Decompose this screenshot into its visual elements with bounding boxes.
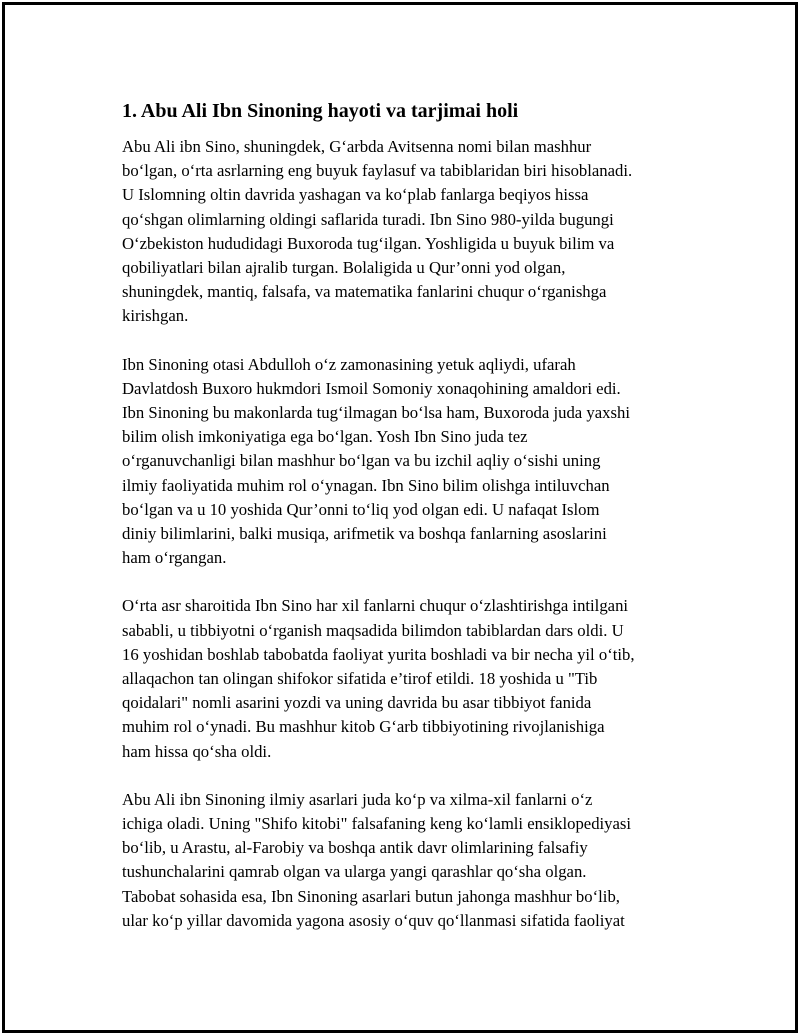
text-line: ular ko‘p yillar davomida yagona asosiy o‘quv qo‘llanmasi sifatida faoliyat (122, 910, 625, 930)
text-line: o‘rganuvchanligi bilan mashhur bo‘lgan va bu izchil aqliy o‘sishi uning (122, 451, 601, 471)
text-line: kirishgan. (122, 306, 189, 326)
paragraph-3 (122, 594, 702, 763)
paragraph-1 (122, 135, 702, 329)
text-line: ilmiy faoliyatida muhim rol o‘ynagan. Ibn Sino bilim olishga intiluvchan (122, 475, 610, 495)
section-heading: 1. Abu Ali Ibn Sinoning hayoti va tarjimai holi (122, 100, 519, 122)
text-line: Davlatdosh Buxoro hukmdori Ismoil Somoniy xonaqohining amaldori edi. (122, 378, 621, 398)
text-line: Tabobat sohasida esa, Ibn Sinoning asarlari butun jahonga mashhur bo‘lib, (122, 886, 620, 906)
text-line: bilim olish imkoniyatiga ega bo‘lgan. Yosh Ibn Sino juda tez (122, 427, 528, 447)
text-line: bo‘lgan, o‘rta asrlarning eng buyuk faylasuf va tabiblaridan biri hisoblanadi. (122, 161, 633, 181)
page-frame (2, 2, 798, 1033)
text-line: bo‘lib, u Arastu, al-Farobiy va boshqa antik davr olimlarining falsafiy (122, 838, 588, 858)
text-line: Ibn Sinoning bu makonlarda tug‘ilmagan bo‘lsa ham, Buxoroda juda yaxshi (122, 403, 630, 423)
text-line: allaqachon tan olingan shifokor sifatida e’tirof etildi. 18 yoshida u "Tib (122, 669, 598, 689)
text-line: 16 yoshidan boshlab tabobatda faoliyat yurita boshladi va bir necha yil o‘tib, (122, 644, 635, 664)
text-line: sababli, u tibbiyotni o‘rganish maqsadida bilimdon tabiblardan dars oldi. U (122, 620, 624, 640)
text-line: Abu Ali ibn Sinoning ilmiy asarlari juda ko‘p va xilma-xil fanlarni o‘z (122, 789, 593, 809)
paragraph-4 (122, 788, 702, 933)
text-line: bo‘lgan va u 10 yoshida Qur’onni to‘liq yod olgan edi. U nafaqat Islom (122, 499, 600, 519)
text-line: qo‘shgan olimlarning oldingi saflarida turadi. Ibn Sino 980-yilda bugungi (122, 209, 614, 229)
text-line: tushunchalarini qamrab olgan va ularga yangi qarashlar qo‘sha olgan. (122, 862, 587, 882)
text-line: shuningdek, mantiq, falsafa, va matematika fanlarini chuqur o‘rganishga (122, 282, 607, 302)
text-line: Ibn Sinoning otasi Abdulloh o‘z zamonasining yetuk aqliydi, ufarah (122, 354, 576, 374)
text-line: ichiga oladi. Uning "Shifo kitobi" falsafaning keng ko‘lamli ensiklopediyasi (122, 814, 632, 834)
document-body (122, 97, 702, 957)
text-line: O‘rta asr sharoitida Ibn Sino har xil fanlarni chuqur o‘zlashtirishga intilgani (122, 596, 629, 616)
paragraph-2 (122, 353, 702, 571)
text-line: Abu Ali ibn Sino, shuningdek, G‘arbda Avitsenna nomi bilan mashhur (122, 137, 592, 156)
text-line: ham o‘rgangan. (122, 548, 227, 568)
text-line: U Islomning oltin davrida yashagan va ko‘plab fanlarga beqiyos hissa (122, 185, 589, 205)
text-line: qobiliyatlari bilan ajralib turgan. Bolaligida u Qur’onni yod olgan, (122, 258, 566, 278)
text-line: O‘zbekiston hududidagi Buxoroda tug‘ilgan. Yoshligida u buyuk bilim va (122, 233, 615, 253)
text-line: ham hissa qo‘sha oldi. (122, 741, 272, 761)
text-line: diniy bilimlarini, balki musiqa, arifmetik va boshqa fanlarning asoslarini (122, 524, 607, 544)
text-line: qoidalari" nomli asarini yozdi va uning davrida bu asar tibbiyot fanida (122, 693, 592, 713)
text-line: muhim rol o‘ynadi. Bu mashhur kitob G‘arb tibbiyotining rivojlanishiga (122, 717, 605, 737)
